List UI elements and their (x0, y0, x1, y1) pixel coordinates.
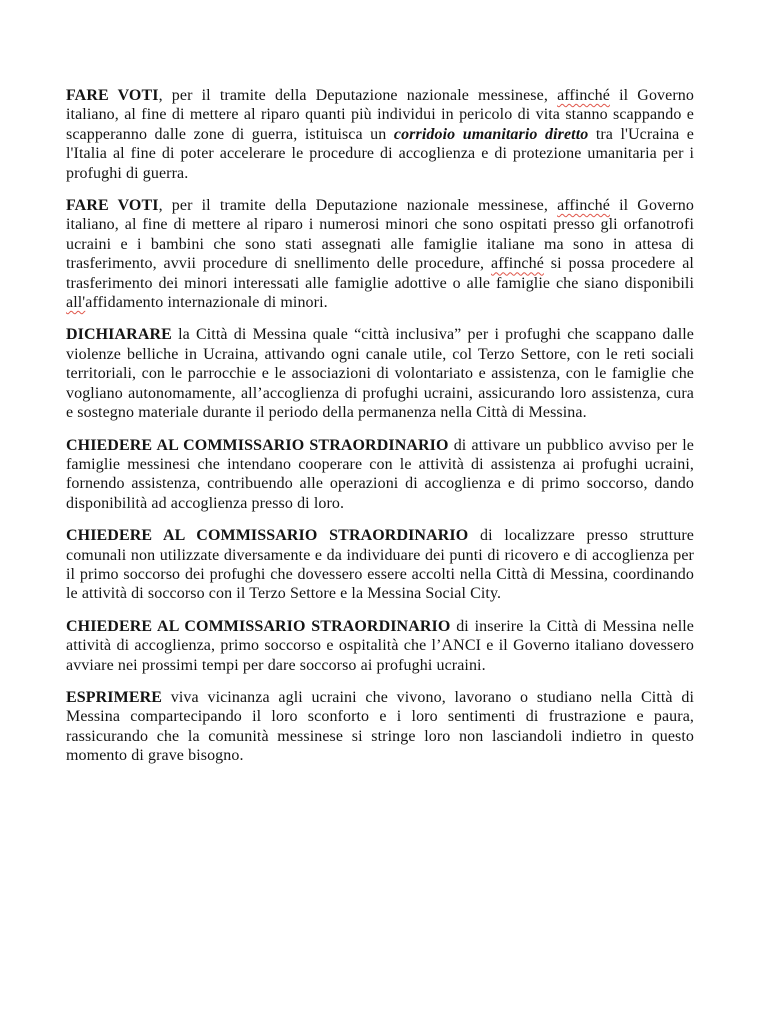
text-run: di attivare un pubblico avviso per le famiglie messinesi che intendano cooperare con le attività di assistenza ai profughi ucraini, fornendo assistenza, contribuendo alle operazioni di accoglienza e di primo soccorso, dando disponibilità ad accoglienza presso di loro. (66, 436, 694, 512)
text-run: , per il tramite della Deputazione nazionale messinese, (158, 87, 558, 104)
paragraph (66, 86, 694, 183)
text-run: , per il tramite della Deputazione nazionale messinese, (158, 197, 558, 215)
text-run: FARE VOTI (66, 197, 159, 215)
text-run: DICHIARARE (66, 326, 172, 344)
spellcheck-flagged-text-run: all' (66, 294, 86, 312)
spellcheck-flagged-text-run: affinché (557, 197, 610, 215)
document-body (66, 86, 694, 766)
spellcheck-flagged-text-run: affinché (491, 255, 544, 273)
text-run: viva vicinanza agli ucraini che vivono, lavorano o studiano nella Città di Messina compartecipando il loro sconforto e i loro sentimenti di frustrazione e paura, rassicurando che la comunità messinese si stringe loro non lasciandoli indietro in questo momento di grave bisogno. (66, 688, 694, 765)
text-run: ESPRIMERE (66, 688, 163, 706)
paragraph (66, 325, 694, 422)
text-run: CHIEDERE AL COMMISSARIO STRAORDINARIO (66, 617, 451, 635)
text-run: CHIEDERE AL COMMISSARIO STRAORDINARIO (66, 436, 449, 454)
paragraph (66, 436, 694, 514)
text-run: corridoio umanitario diretto (393, 125, 589, 143)
paragraph (66, 526, 694, 604)
paragraph (66, 617, 694, 675)
text-run: di localizzare presso strutture comunali non utilizzate diversamente e da individuare dei punti di ricovero e di accoglienza per il primo soccorso dei profughi che dovessero essere accolti nella Città di Messina, coordinando le attività di soccorso con il Terzo Settore e la Messina Social City. (66, 527, 694, 603)
paragraph (66, 196, 694, 312)
text-run: il Governo italiano, al fine di mettere al riparo i numerosi minori che sono ospitati presso gli orfanotrofi ucraini e i bambini che sono stati assegnati alle famiglie italiane ma sono in attesa di trasferimento, avvii procedure di snellimento delle procedure, (66, 197, 694, 273)
text-run: di inserire la Città di Messina nelle attività di accoglienza, primo soccorso e ospitalità che l’ANCI e il Governo italiano dovessero avviare nei prossimi tempi per dare soccorso ai profughi ucraini. (66, 617, 694, 674)
text-run: la Città di Messina quale “città inclusiva” per i profughi che scappano dalle violenze belliche in Ucraina, attivando ogni canale utile, col Terzo Settore, con le reti sociali territoriali, con le parrocchie e le associazioni di volontariato e assistenza, con le famiglie che vogliano autonomamente, all’accoglienza di profughi ucraini, assicurando loro assistenza, cura e sostegno materiale durante il periodo della permanenza nella Città di Messina. (66, 326, 694, 422)
spellcheck-flagged-text-run: affinché (557, 87, 610, 104)
text-run: FARE VOTI (66, 87, 159, 104)
text-run: tra l'Ucraina e l'Italia al fine di poter accelerare le procedure di accoglienza e di protezione umanitaria per i profughi di guerra. (66, 125, 695, 182)
text-run: si possa procedere al trasferimento dei minori interessati alle famiglie adottive o alle famiglie che siano disponibili (66, 255, 694, 292)
text-run: CHIEDERE AL COMMISSARIO STRAORDINARIO (66, 527, 469, 545)
text-run: il Governo italiano, al fine di mettere al riparo quanti più individui in pericolo di vita stanno scappando e scapperanno dalle zone di guerra, istituisca un (66, 87, 694, 143)
text-run: affidamento internazionale di minori. (85, 294, 328, 312)
paragraph (66, 688, 694, 766)
